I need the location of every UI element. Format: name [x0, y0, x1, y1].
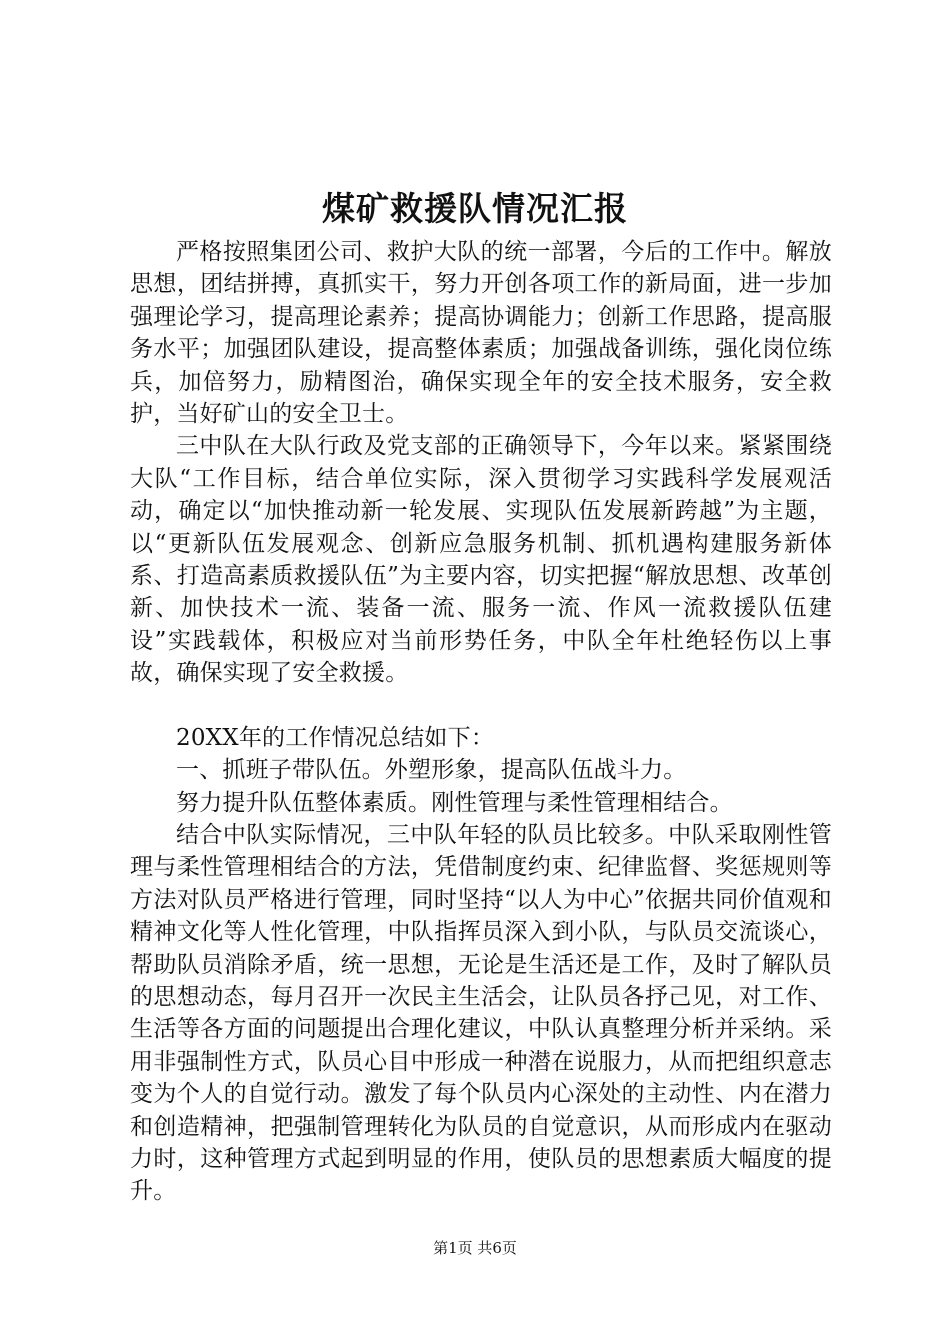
paragraph-deployment: 严格按照集团公司、救护大队的统一部署，今后的工作中。解放思想，团结拼搏，真抓实干，努力开创各项工作的新局面，进一步加强理论学习，提高理论素养；提高协调能力；创新工作思路，提高服务水平；加强团队建设，提高整体素质；加强战备训练，强化岗位练兵，加倍努力，励精图治，确保实现全年的安全技术服务，安全救护，当好矿山的安全卫士。	[130, 239, 832, 428]
subheading-quality: 努力提升队伍整体素质。刚性管理与柔性管理相结合。	[176, 789, 733, 816]
section-heading-1: 一、抓班子带队伍。外塑形象，提高队伍战斗力。	[176, 757, 687, 784]
document-body	[130, 236, 832, 1208]
paragraph-management-method: 结合中队实际情况，三中队年轻的队员比较多。中队采取刚性管理与柔性管理相结合的方法，凭借制度约束、纪律监督、奖惩规则等方法对队员严格进行管理，同时坚持“以人为中心”依据共同价值观和精神文化等人性化管理，中队指挥员深入到小队，与队员交流谈心，帮助队员消除矛盾，统一思想，无论是生活还是工作，及时了解队员的思想动态，每月召开一次民主生活会，让队员各抒己见，对工作、生活等各方面的问题提出合理化建议，中队认真整理分析并采纳。采用非强制性方式，队员心目中形成一种潜在说服力，从而把组织意志变为个人的自觉行动。激发了每个队员内心深处的主动性、内在潜力和创造精神，把强制管理转化为队员的自觉意识，从而形成内在驱动力时，这种管理方式起到明显的作用，使队员的思想素质大幅度的提升。	[130, 821, 832, 1205]
page-number-footer: 第1页 共6页	[433, 1239, 517, 1257]
paragraph-third-squad-overview: 三中队在大队行政及党支部的正确领导下，今年以来。紧紧围绕大队“工作目标，结合单位实际，深入贯彻学习实践科学发展观活动，确定以“加快推动新一轮发展、实现队伍发展新跨越”为主题，以“更新队伍发展观念、创新应急服务机制、抓机遇构建服务新体系、打造高素质救援队伍”为主要内容，切实把握“解放思想、改革创新、加快技术一流、装备一流、服务一流、作风一流救援队伍建设”实践载体，积极应对当前形势任务，中队全年杜绝轻伤以上事故，确保实现了安全救援。	[130, 433, 832, 687]
page-title: 煤矿救援队情况汇报	[322, 189, 628, 228]
paragraph-summary-intro: 20XX年的工作情况总结如下：	[176, 724, 495, 751]
